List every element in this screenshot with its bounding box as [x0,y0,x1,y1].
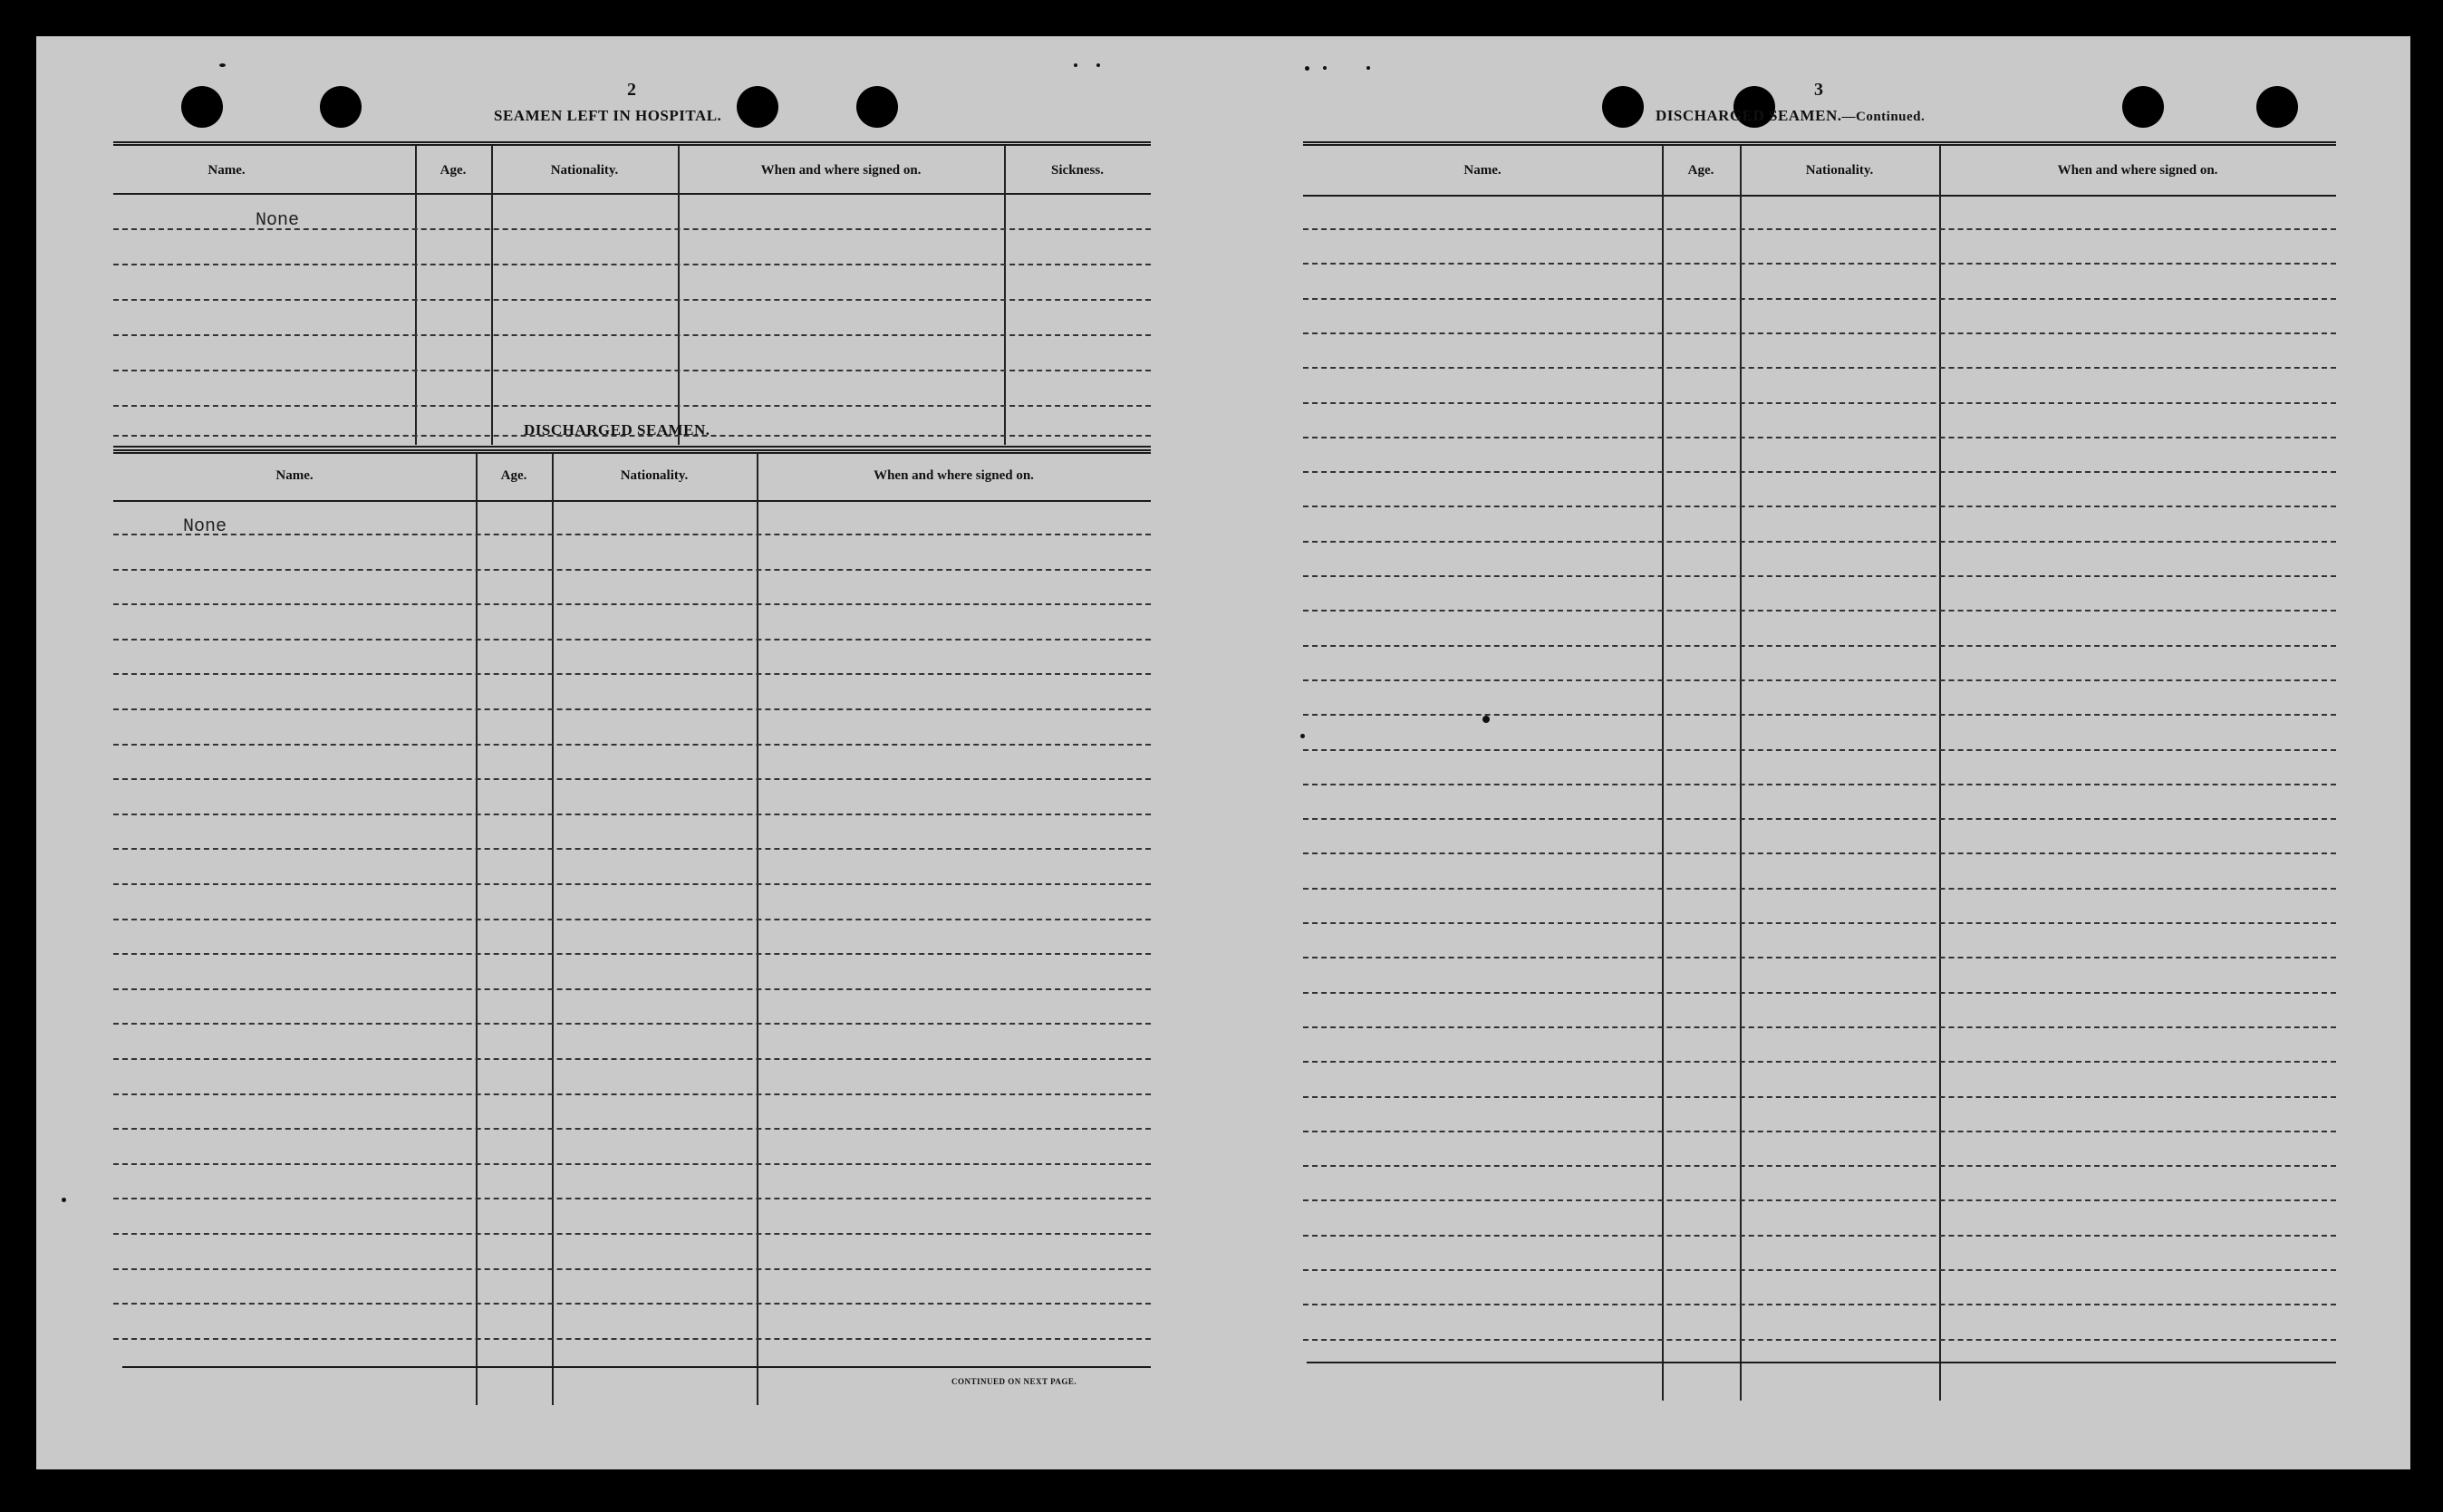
ruled-line [1303,852,2336,854]
speck [1074,63,1077,67]
ruled-line [1303,1199,2336,1201]
discharged-continued-title [1656,107,1925,125]
ruled-line [1303,506,2336,507]
ruled-line [113,569,1151,571]
punch-hole-7 [2122,86,2164,128]
speck [62,1198,66,1202]
ruled-line [113,603,1151,605]
ruled-line [1303,1269,2336,1271]
punch-hole-1 [181,86,223,128]
ruled-line [1303,818,2336,820]
discharged-col-signed-on: When and where signed on. [874,468,1034,483]
discharged-bottom-rule [122,1366,1151,1368]
right-top-rule [1303,141,2336,146]
punch-hole-3 [737,86,778,128]
speck [1300,734,1305,738]
discharged-col-age: Age. [500,468,527,483]
hospital-row-line [113,334,1151,336]
ruled-line [1303,1304,2336,1305]
ruled-line [113,1233,1151,1235]
hospital-row-line [113,299,1151,301]
ruled-line [1303,679,2336,681]
ruled-line [1303,367,2336,369]
discharged-divider [757,454,758,1405]
continued-suffix: —Continued. [1841,110,1926,124]
hospital-row-line [113,264,1151,265]
ruled-line [1303,263,2336,265]
right-col-signed-on: When and where signed on. [2057,163,2218,178]
ruled-line [113,814,1151,815]
right-page-number: 3 [1814,80,1823,100]
ruled-line [113,1268,1151,1270]
ruled-line [113,1303,1151,1305]
ruled-line [1303,1061,2336,1063]
ruled-line [1303,714,2336,716]
discharged-top-rule [113,446,1151,448]
ruled-line [1303,1026,2336,1028]
ruled-line [113,778,1151,780]
hospital-divider [678,146,680,445]
punch-hole-5 [1602,86,1644,128]
ruled-line [113,953,1151,955]
hospital-section-title: SEAMEN LEFT IN HOSPITAL. [494,107,722,124]
ruled-line [1303,1165,2336,1167]
hospital-col-nationality: Nationality. [550,163,619,178]
hospital-col-age: Age. [439,163,467,178]
speck [1366,66,1370,70]
discharged-entry-name: None [183,516,227,537]
discharged-col-name: Name. [275,468,314,483]
ruled-line [113,708,1151,710]
discharged-header-rule [113,500,1151,502]
punch-hole-8 [2256,86,2298,128]
speck [1482,716,1490,723]
hospital-col-name: Name. [208,163,246,178]
discharged-divider [476,454,478,1405]
hospital-row-line [113,405,1151,407]
ruled-line [1303,471,2336,473]
ruled-line [1303,228,2336,230]
right-bottom-rule [1307,1362,2336,1363]
speck [219,63,226,67]
ruled-line [1303,922,2336,924]
speck [1305,66,1309,71]
ruled-line [1303,610,2336,612]
ruled-line [1303,749,2336,751]
hospital-row-line [113,370,1151,371]
punch-hole-4 [856,86,898,128]
ruled-line [113,1128,1151,1130]
hospital-divider [415,146,417,445]
ruled-line [1303,992,2336,994]
ruled-line [1303,784,2336,785]
ruled-line [1303,437,2336,438]
speck [1096,63,1100,67]
ruled-line [113,1058,1151,1060]
ruled-line [113,919,1151,920]
ruled-line [1303,402,2336,404]
hospital-divider [1004,146,1006,445]
ruled-line [1303,957,2336,958]
ruled-line [1303,1096,2336,1098]
punch-hole-2 [320,86,362,128]
left-page-number: 2 [627,80,636,100]
ruled-line [1303,575,2336,577]
ruled-line [113,639,1151,640]
ruled-line [113,1338,1151,1340]
hospital-divider [491,146,493,445]
right-col-name: Name. [1463,163,1502,178]
ruled-line [1303,1339,2336,1341]
discharged-col-nationality: Nationality. [620,468,689,483]
ruled-line [113,1163,1151,1165]
ruled-line [113,1093,1151,1095]
hospital-col-signed-on: When and where signed on. [760,163,922,178]
ruled-line [113,534,1151,535]
discharged-continued-title-text: DISCHARGED SEAMEN. [1656,107,1842,124]
continued-note: CONTINUED ON NEXT PAGE. [951,1377,1077,1386]
ruled-line [113,673,1151,675]
ruled-line [1303,1235,2336,1237]
ruled-line [113,988,1151,990]
discharged-divider [552,454,554,1405]
ruled-line [1303,541,2336,543]
right-col-age: Age. [1687,163,1714,178]
ruled-line [113,1023,1151,1025]
ruled-line [1303,645,2336,647]
right-col-nationality: Nationality. [1805,163,1874,178]
discharged-rule [113,449,1151,454]
speck [1323,66,1327,70]
ruled-line [113,848,1151,850]
ruled-line [1303,888,2336,890]
hospital-col-sickness: Sickness. [1051,163,1104,178]
ruled-line [113,883,1151,885]
ruled-line [113,1198,1151,1199]
right-header-rule [1303,195,2336,197]
ruled-line [1303,1131,2336,1132]
hospital-header-rule [113,193,1151,195]
ruled-line [1303,332,2336,334]
document-spread [36,36,2410,1469]
discharged-section-title: DISCHARGED SEAMEN. [524,421,710,438]
ruled-line [113,744,1151,746]
hospital-entry-name: None [256,210,300,231]
ruled-line [1303,298,2336,300]
hospital-top-rule [113,141,1151,146]
